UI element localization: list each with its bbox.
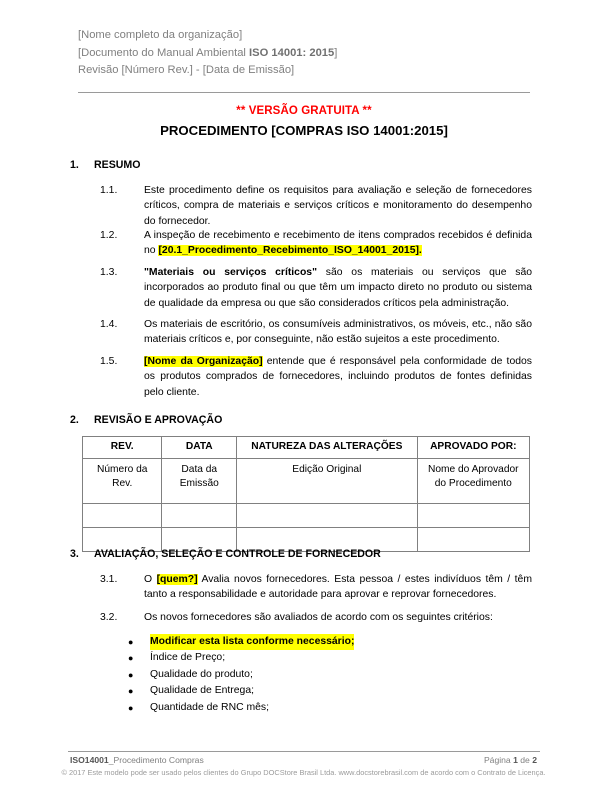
list-item (124, 667, 354, 683)
table-cell-aprovado (417, 504, 529, 528)
header-doc-suffix: ] (334, 46, 338, 59)
bullet-icon: ● (128, 702, 134, 713)
table-header-natureza: NATUREZA DAS ALTERAÇÕES (237, 437, 417, 459)
list-item (124, 700, 354, 716)
clause-1-5-number: 1.5. (100, 356, 118, 367)
clause-1-5-text (144, 354, 532, 400)
list-item-label: Qualidade de Entrega; (150, 685, 254, 697)
page-title: PROCEDIMENTO [COMPRAS ISO 14001:2015] (160, 123, 448, 138)
footer-page-total: 2 (532, 755, 537, 765)
clause-1-3-text (144, 265, 532, 311)
bullet-icon: ● (128, 637, 134, 647)
header-doc-prefix: [Documento do Manual Ambiental (78, 46, 250, 59)
header-divider (78, 92, 530, 93)
clause-1-2-text-before: A inspeção de recebimento e recebimento de itens comprados recebidos é definida no (144, 230, 532, 257)
list-item (124, 650, 354, 666)
footer-divider (68, 751, 540, 752)
footer-doc-name: _Procedimento Compras (108, 755, 204, 765)
footer-page-current: 1 (513, 755, 518, 765)
clause-1-4-text: Os materiais de escritório, os consumíveis administrativos, os móveis, etc., não são materiais críticos e, por conseguinte, não estão sujeitos a este procedimento. (144, 319, 532, 346)
footer-page-middle: de (517, 755, 533, 765)
table-cell-rev (83, 504, 162, 528)
document-header (78, 27, 530, 80)
criteria-list (124, 634, 354, 716)
list-item-label: Quantidade de RNC mês; (150, 701, 269, 713)
clause-3-1-text (144, 572, 532, 603)
section-1-number: 1. (70, 159, 79, 171)
table-cell-natureza (237, 504, 417, 528)
table-cell-aprovado (417, 528, 529, 552)
clause-3-1-body: Avalia novos fornecedores. Esta pessoa / estes indivíduos têm / têm tanto a responsabilidade e autoridade para aprovar e reprovar fornecedores. (144, 574, 532, 601)
section-2-title: REVISÃO E APROVAÇÃO (94, 414, 223, 426)
table-header-aprovado: APROVADO POR: (417, 437, 529, 459)
header-revision-line: Revisão [Número Rev.] - [Data de Emissão] (78, 64, 295, 76)
clause-1-2-text (144, 228, 532, 259)
list-item-label: Qualidade do produto; (150, 668, 253, 680)
bullet-icon: ● (128, 653, 134, 664)
free-version-banner: ** VERSÃO GRATUITA ** (236, 105, 372, 117)
header-doc-standard: ISO 14001: 2015 (249, 46, 335, 59)
footer-copyright: © 2017 Este modelo pode ser usado pelos clientes do Grupo DOCStore Brasil Ltda. www.docstorebrasil.com de acordo com o Contrato de Licença. (61, 768, 546, 777)
section-3-title: AVALIAÇÃO, SELEÇÃO E CONTROLE DE FORNECEDOR (94, 548, 381, 560)
table-cell-data (162, 504, 237, 528)
clause-3-1-quem-highlight: [quem?] (156, 574, 198, 585)
table-row (83, 459, 530, 504)
clause-3-2-number: 3.2. (100, 612, 118, 623)
clause-3-2-text: Os novos fornecedores são avaliados de acordo com os seguintes critérios: (144, 612, 493, 623)
clause-3-1-number: 3.1. (100, 574, 118, 585)
footer-doc-code: ISO14001 (70, 755, 109, 765)
clause-1-1-number: 1.1. (100, 185, 118, 196)
list-item-label: Índice de Preço; (150, 652, 226, 664)
header-doc-line (78, 45, 530, 63)
bullet-icon: ● (128, 686, 134, 697)
table-header-data: DATA (162, 437, 237, 459)
footer-page-prefix: Página (483, 755, 514, 765)
clause-3-1-text-before: O (144, 574, 157, 585)
section-3-number: 3. (70, 548, 79, 560)
table-cell-natureza: Edição Original (237, 459, 417, 504)
clause-1-2-reference-highlight: [20.1_Procedimento_Recebimento_ISO_14001_2015]. (158, 245, 422, 257)
table-cell-aprovado: Nome do Aprovador do Procedimento (417, 459, 529, 504)
table-cell-data: Data da Emissão (162, 459, 237, 504)
header-org-line: [Nome completo da organização] (78, 29, 243, 41)
list-item (124, 634, 354, 650)
table-header-row (83, 437, 530, 459)
list-item-label: Modificar esta lista conforme necessário; (150, 634, 354, 650)
revision-approval-table (82, 436, 530, 552)
section-1-title: RESUMO (94, 159, 141, 171)
clause-1-2-number: 1.2. (100, 230, 118, 241)
table-header-rev: REV. (83, 437, 162, 459)
footer-document-id (70, 755, 204, 765)
bullet-icon: ● (128, 669, 134, 680)
clause-1-3-number: 1.3. (100, 267, 118, 278)
clause-1-4-number: 1.4. (100, 319, 118, 330)
clause-1-1-text: Este procedimento define os requisitos para avaliação e seleção de fornecedores críticos, compra de materiais e serviços críticos e monitoramento do desempenho do fornecedor. (144, 185, 532, 227)
clause-1-3-body: são os materiais ou serviços que são incorporados ao produto final ou que têm um impacto direto no produto ou sistema de qualidade da empresa ou que são considerados críticos pela administração. (144, 267, 533, 309)
footer-page-number (484, 755, 537, 765)
section-2-number: 2. (70, 414, 79, 426)
clause-1-5-org-highlight: [Nome da Organização] (144, 356, 263, 367)
list-item (124, 683, 354, 699)
table-row (83, 504, 530, 528)
clause-1-5-body: entende que é responsável pela conformidade de todos os produtos comprados de fornecedores, incluindo produtos de fontes definidas pelo cliente. (144, 356, 532, 398)
clause-1-3-bold-term: "Materiais ou serviços críticos" (144, 267, 318, 278)
table-cell-rev: Número da Rev. (83, 459, 162, 504)
